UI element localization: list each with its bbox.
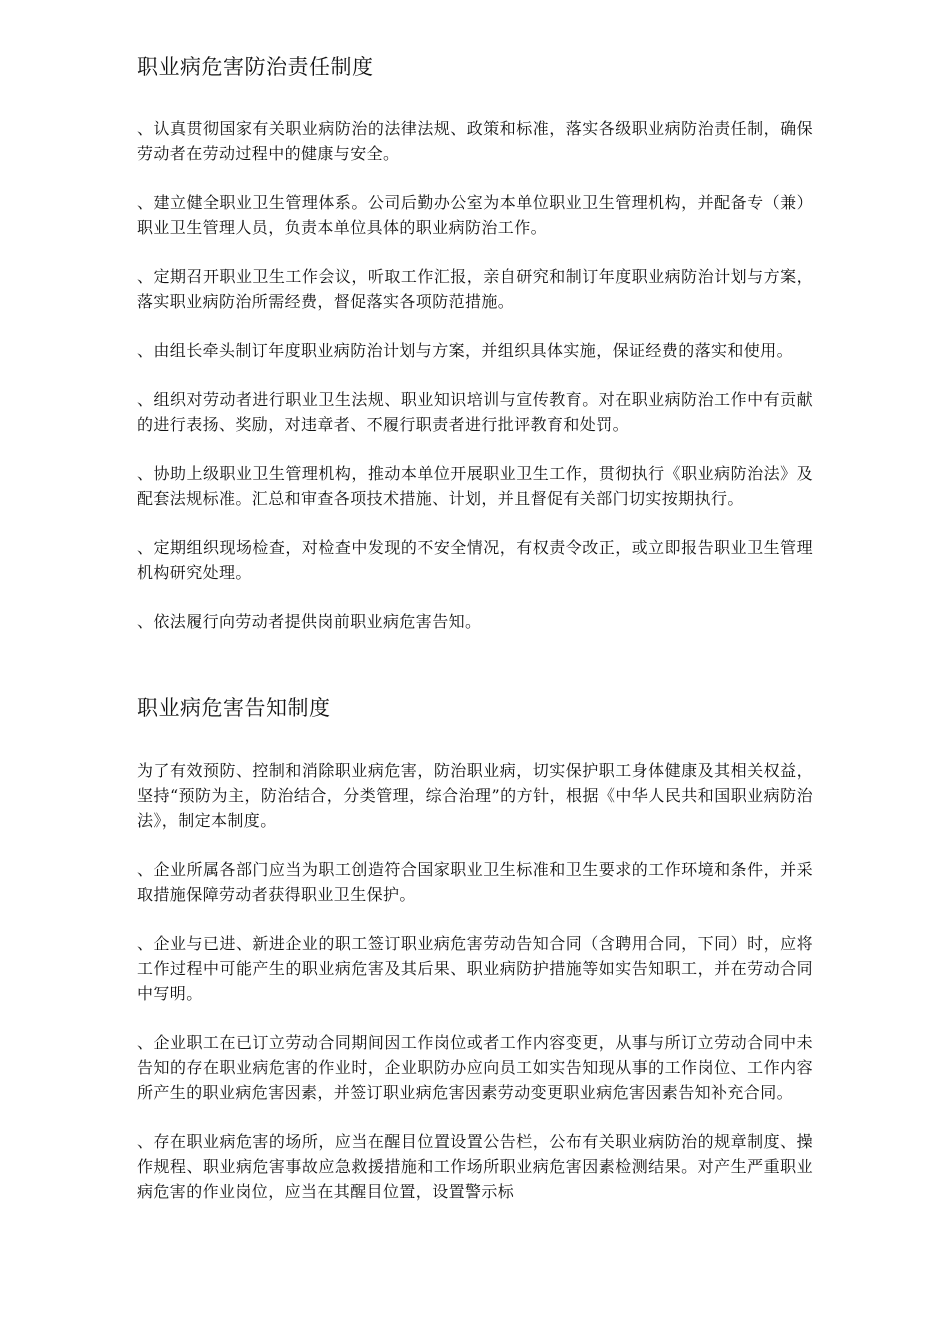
section-body <box>137 758 813 1204</box>
section-title: 职业病危害防治责任制度 <box>137 55 374 79</box>
section-title: 职业病危害告知制度 <box>137 696 331 720</box>
paragraph: 为了有效预防、控制和消除职业病危害，防治职业病，切实保护职工身体健康及其相关权益，坚持“预防为主，防治结合，分类管理，综合治理”的方针，根据《中华人民共和国职业病防治法》，制定本制度。 <box>137 761 813 830</box>
paragraph: 、认真贯彻国家有关职业病防治的法律法规、政策和标准，落实各级职业病防治责任制，确保劳动者在劳动过程中的健康与安全。 <box>137 119 813 163</box>
section-body <box>137 116 813 634</box>
paragraph: 、存在职业病危害的场所，应当在醒目位置设置公告栏，公布有关职业病防治的规章制度、操作规程、职业病危害事故应急救援措施和工作场所职业病危害因素检测结果。对产生严重职业病危害的作业岗位，应当在其醒目位置，设置警示标 <box>137 1132 813 1201</box>
paragraph: 、企业所属各部门应当为职工创造符合国家职业卫生标准和卫生要求的工作环境和条件，并采取措施保障劳动者获得职业卫生保护。 <box>137 860 813 904</box>
paragraph: 、建立健全职业卫生管理体系。公司后勤办公室为本单位职业卫生管理机构，并配备专（兼）职业卫生管理人员，负责本单位具体的职业病防治工作。 <box>137 193 813 237</box>
paragraph: 、组织对劳动者进行职业卫生法规、职业知识培训与宣传教育。对在职业病防治工作中有贡献的进行表扬、奖励，对违章者、不履行职责者进行批评教育和处罚。 <box>137 390 813 434</box>
paragraph: 、定期组织现场检查，对检查中发现的不安全情况，有权责令改正，或立即报告职业卫生管理机构研究处理。 <box>137 538 813 582</box>
paragraph: 、企业与已进、新进企业的职工签订职业病危害劳动告知合同（含聘用合同，下同）时，应将工作过程中可能产生的职业病危害及其后果、职业病防护措施等如实告知职工，并在劳动合同中写明。 <box>137 934 813 1003</box>
paragraph: 、协助上级职业卫生管理机构，推动本单位开展职业卫生工作，贯彻执行《职业病防治法》及配套法规标准。汇总和审查各项技术措施、计划，并且督促有关部门切实按期执行。 <box>137 464 813 508</box>
section-notification-system <box>137 691 813 1204</box>
section-responsibility-system <box>137 50 813 634</box>
paragraph: 、企业职工在已订立劳动合同期间因工作岗位或者工作内容变更，从事与所订立劳动合同中未告知的存在职业病危害的作业时，企业职防办应向员工如实告知现从事的工作岗位、工作内容所产生的职业病危害因素，并签订职业病危害因素劳动变更职业病危害因素告知补充合同。 <box>137 1033 813 1102</box>
document-page <box>137 50 813 1228</box>
paragraph: 、依法履行向劳动者提供岗前职业病危害告知。 <box>137 612 482 631</box>
paragraph: 、定期召开职业卫生工作会议，听取工作汇报，亲自研究和制订年度职业病防治计划与方案，落实职业病防治所需经费，督促落实各项防范措施。 <box>137 267 813 311</box>
paragraph: 、由组长牵头制订年度职业病防治计划与方案，并组织具体实施，保证经费的落实和使用。 <box>137 341 794 360</box>
